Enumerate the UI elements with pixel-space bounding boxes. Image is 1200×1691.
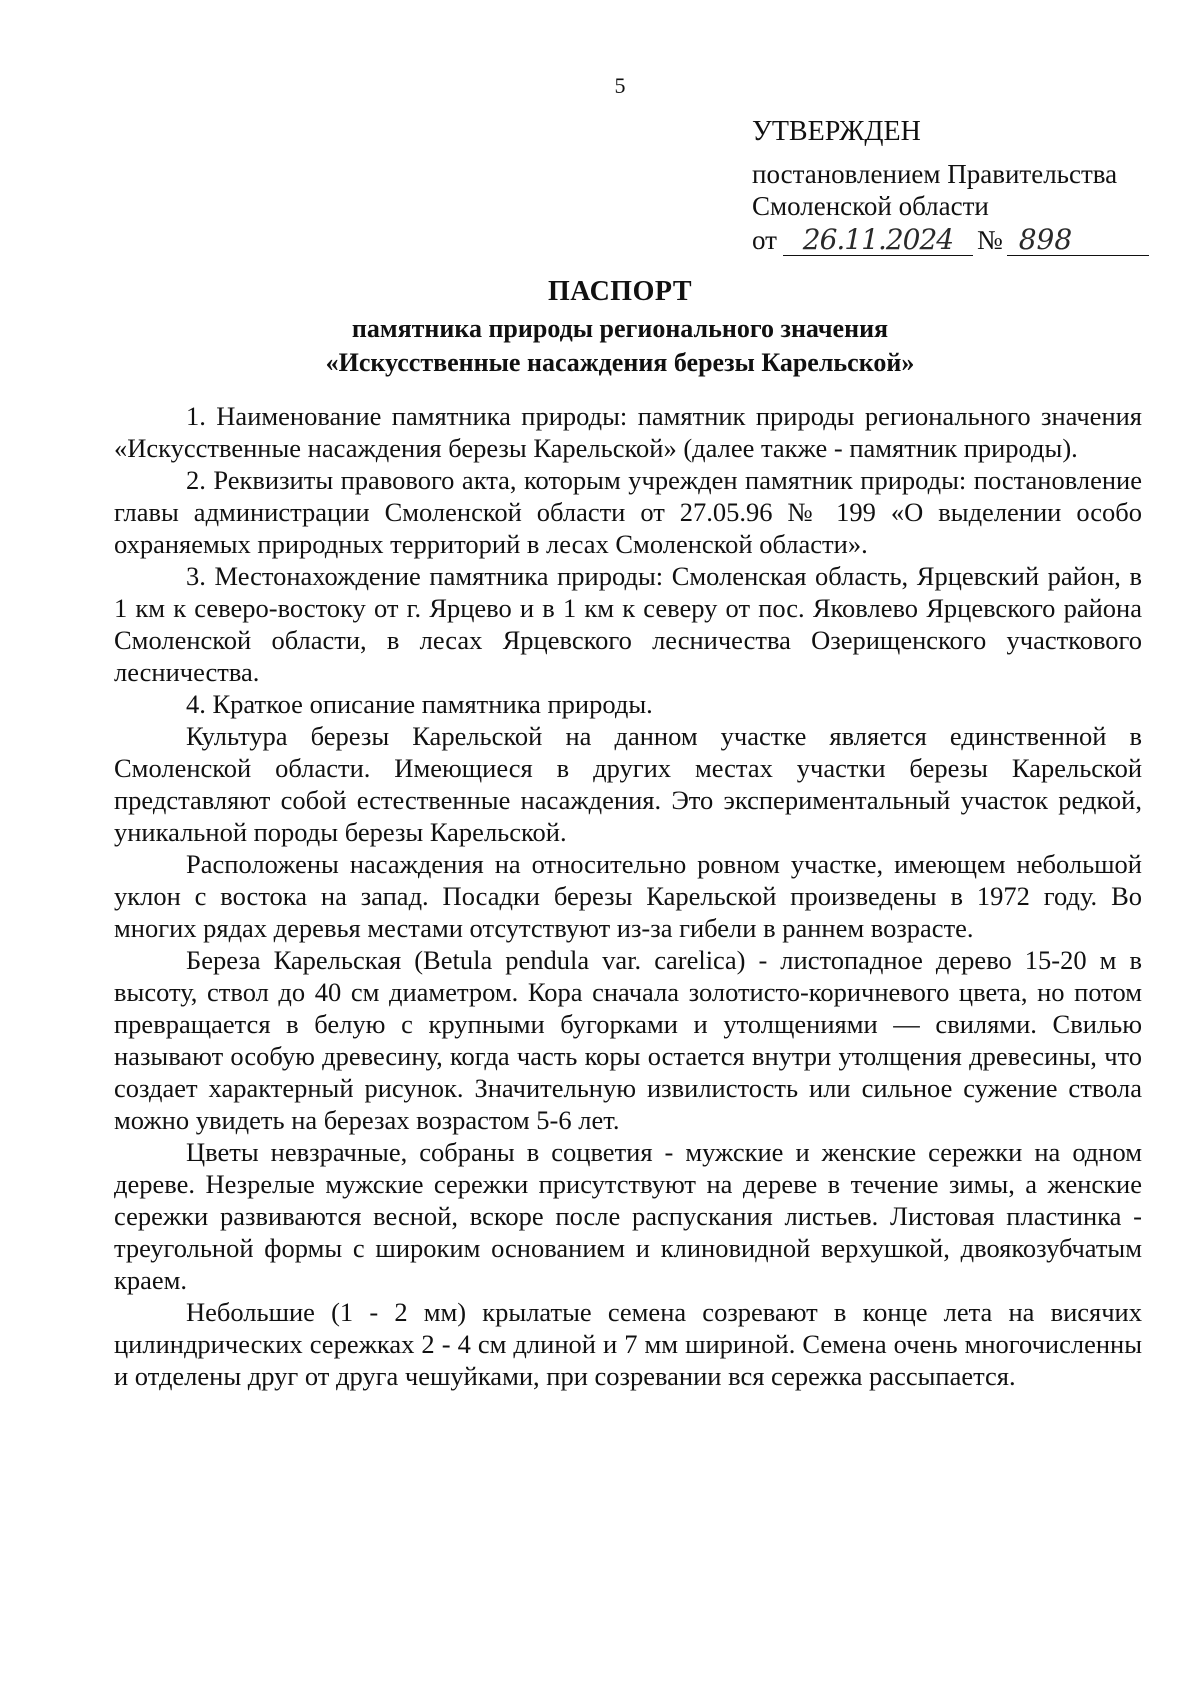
paragraph-legal-act: 2. Реквизиты правового акта, которым учрежден памятник природы: постановление главы администрации Смоленской области от 27.05.96 № 199 «О выделении особо охраняемых природных территорий в лесах Смоленской области». bbox=[114, 465, 1142, 559]
document-body bbox=[114, 400, 1142, 1392]
document-subtitle-line-1: памятника природы регионального значения bbox=[351, 314, 889, 343]
document-title: ПАСПОРТ bbox=[547, 276, 692, 307]
paragraph-flowers: Цветы невзрачные, собраны в соцветия - мужские и женские сережки на одном дереве. Незрелые мужские сережки присутствуют на дереве в течение зимы, а женские сережки развиваются весной, вскоре после распускания листьев. Листовая пластинка - треугольной формы с широким основанием и клиновидной верхушкой, двоякозубчатым краем. bbox=[114, 1137, 1142, 1295]
approval-date-handwritten: 26.11.2024 bbox=[783, 225, 973, 256]
document-subtitle-line-2: «Искусственные насаждения березы Карельской» bbox=[325, 348, 915, 377]
approval-number-label: № bbox=[976, 225, 1003, 255]
paragraph-plantings: Расположены насаждения на относительно ровном участке, имеющем небольшой уклон с востока на запад. Посадки березы Карельской произведены в 1972 году. Во многих рядах деревья местами отсутствуют из-за гибели в раннем возрасте. bbox=[114, 849, 1142, 943]
page-number: 5 bbox=[614, 73, 626, 98]
approval-date-line bbox=[752, 224, 1172, 256]
approval-title: УТВЕРЖДЕН bbox=[752, 116, 921, 147]
paragraph-description-heading: 4. Краткое описание памятника природы. bbox=[186, 689, 653, 719]
approval-stamp-block bbox=[752, 112, 1172, 256]
document-header bbox=[60, 272, 1180, 380]
paragraph-location: 3. Местонахождение памятника природы: Смоленская область, Ярцевский район, в 1 км к северо-востоку от г. Ярцево и в 1 км к северу от пос. Яковлево Ярцевского района Смоленской области, в лесах Ярцевского лесничества Озерищенского участкового лесничества. bbox=[114, 561, 1142, 687]
approval-from-label: от bbox=[752, 225, 777, 255]
approval-line-2: Смоленской области bbox=[752, 191, 989, 221]
paragraph-birch-description: Береза Карельская (Betula pendula var. carelica) - листопадное дерево 15-20 м в высоту, ствол до 40 см диаметром. Кора сначала золотисто-коричневого цвета, но потом превращается в белую с крупными бугорками и утолщениями — свилями. Свилью называют особую древесину, когда часть коры остается внутри утолщения древесины, что создает характерный рисунок. Значительную извилистость или сильное сужение ствола можно увидеть на березах возрастом 5-6 лет. bbox=[114, 945, 1142, 1135]
approval-line-1: постановлением Правительства bbox=[752, 159, 1118, 189]
paragraph-culture: Культура березы Карельской на данном участке является единственной в Смоленской области. Имеющиеся в других местах участки березы Карельской представляют собой естественные насаждения. Это экспериментальный участок редкой, уникальной породы березы Карельской. bbox=[114, 721, 1142, 847]
approval-number-handwritten: 898 bbox=[1007, 225, 1149, 256]
paragraph-name: 1. Наименование памятника природы: памятник природы регионального значения «Искусственные насаждения березы Карельской» (далее также - памятник природы). bbox=[114, 401, 1142, 463]
paragraph-seeds: Небольшие (1 - 2 мм) крылатые семена созревают в конце лета на висячих цилиндрических сережках 2 - 4 см длиной и 7 мм шириной. Семена очень многочисленны и отделены друг от друга чешуйками, при созревании вся сережка рассыпается. bbox=[114, 1297, 1142, 1391]
